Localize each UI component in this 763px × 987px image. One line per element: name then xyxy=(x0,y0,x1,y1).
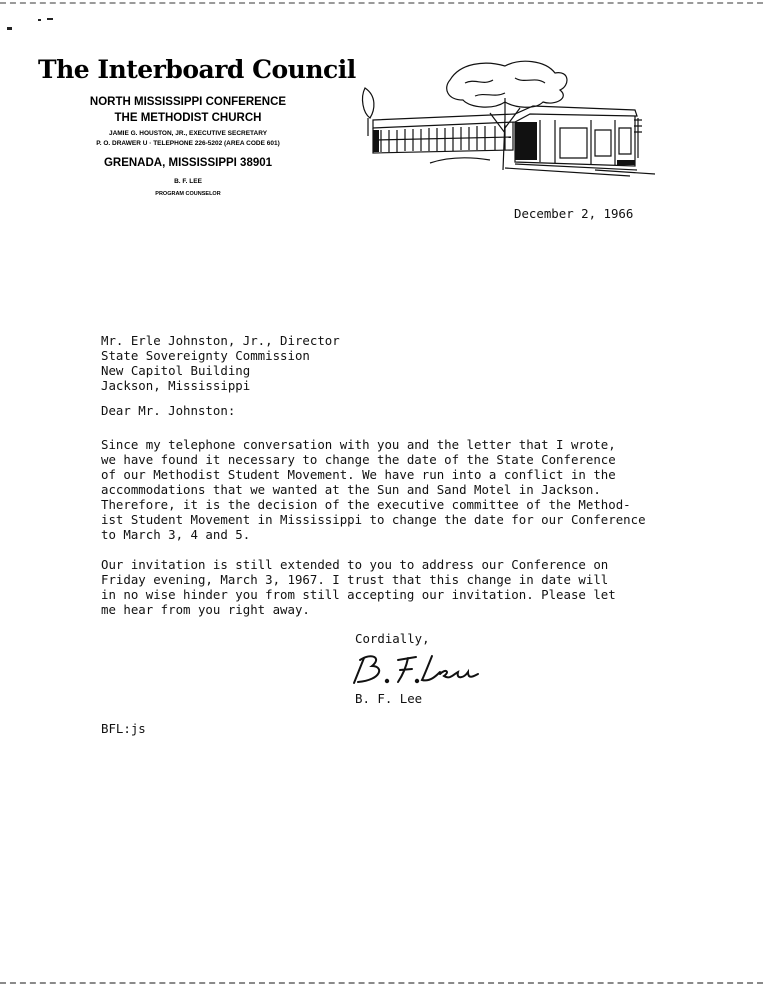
handwritten-signature xyxy=(350,650,480,688)
closing: Cordially, xyxy=(355,631,430,646)
contact-line: P. O. DRAWER U · TELEPHONE 226-5202 (AREA CODE 601) xyxy=(96,140,280,147)
counselor-name: B. F. LEE xyxy=(174,178,202,185)
signer-name: B. F. Lee xyxy=(355,691,423,706)
city-line: GRENADA, MISSISSIPPI 38901 xyxy=(103,157,273,169)
bottom-scan-edge xyxy=(0,982,763,984)
body-line: ist Student Movement in Mississippi to change the date for our Conference xyxy=(101,512,646,527)
body-line: Since my telephone conversation with you and the letter that I wrote, xyxy=(101,437,616,452)
body-paragraph-2 xyxy=(101,557,616,617)
body-line: in no wise hinder you from still accepting our invitation. Please let xyxy=(101,587,616,602)
recipient-line: Jackson, Mississippi xyxy=(101,378,251,393)
body-line: of our Methodist Student Movement. We have run into a conflict in the xyxy=(101,467,616,482)
secretary-line: JAMIE G. HOUSTON, JR., EXECUTIVE SECRETARY xyxy=(108,130,268,137)
organization-title: The Interboard Council xyxy=(38,55,356,84)
body-line: Therefore, it is the decision of the executive committee of the Method- xyxy=(101,497,631,512)
body-paragraph-1 xyxy=(101,437,646,542)
body-line: we have found it necessary to change the date of the State Conference xyxy=(101,452,616,467)
body-line: Friday evening, March 3, 1967. I trust that this change in date will xyxy=(101,572,609,587)
building-illustration xyxy=(355,58,660,183)
salutation: Dear Mr. Johnston: xyxy=(101,403,236,418)
scan-speck xyxy=(38,19,41,21)
body-line: Our invitation is still extended to you to address our Conference on xyxy=(101,557,609,572)
recipient-line: New Capitol Building xyxy=(101,363,251,378)
recipient-line: State Sovereignty Commission xyxy=(101,348,310,363)
counselor-title: PROGRAM COUNSELOR xyxy=(155,191,221,197)
letter-date: December 2, 1966 xyxy=(514,206,634,221)
top-scan-edge xyxy=(0,2,763,4)
body-line: to March 3, 4 and 5. xyxy=(101,527,251,542)
scan-speck xyxy=(47,18,53,20)
scan-speck xyxy=(7,27,12,30)
conference-line: NORTH MISSISSIPPI CONFERENCE xyxy=(89,96,287,108)
reference-initials: BFL:js xyxy=(101,721,146,736)
recipient-line: Mr. Erle Johnston, Jr., Director xyxy=(101,333,340,348)
recipient-address xyxy=(101,333,340,393)
church-line: THE METHODIST CHURCH xyxy=(114,112,262,124)
body-line: accommodations that we wanted at the Sun and Sand Motel in Jackson. xyxy=(101,482,601,497)
body-line: me hear from you right away. xyxy=(101,602,310,617)
